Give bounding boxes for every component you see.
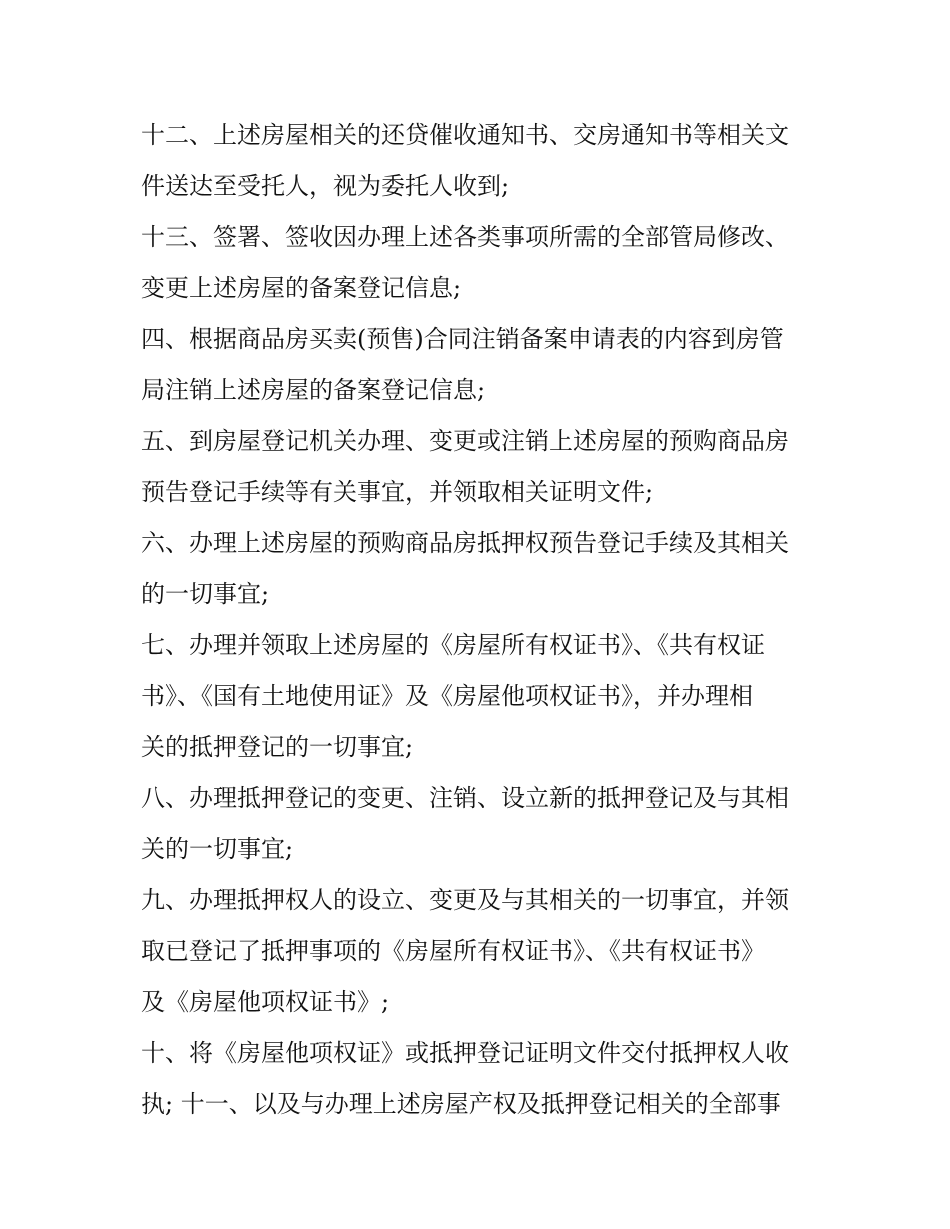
text-line: 变更上述房屋的备案登记信息; [141,274,462,302]
text-line: 十、将《房屋他项权证》或抵押登记证明文件交付抵押权人收 [141,1039,789,1067]
text-line: 关的一切事宜; [141,835,294,863]
text-line: 关的抵押登记的一切事宜; [141,733,414,761]
document-body [141,110,813,1130]
text-line: 执; 十一、以及与办理上述房屋产权及抵押登记相关的全部事 [141,1090,781,1118]
text-line: 四、根据商品房买卖(预售)合同注销备案申请表的内容到房管 [141,325,784,353]
text-line: 局注销上述房屋的备案登记信息; [141,376,486,404]
text-line: 书》、《国有土地使用证》及《房屋他项权证书》，并办理相 [141,682,753,710]
text-line: 六、办理上述房屋的预购商品房抵押权预告登记手续及其相关 [141,529,789,557]
text-line: 八、办理抵押登记的变更、注销、设立新的抵押登记及与其相 [141,784,789,812]
text-line: 预告登记手续等有关事宜，并领取相关证明文件; [141,478,654,506]
text-line: 及《房屋他项权证书》; [141,988,390,1016]
text-line: 的一切事宜; [141,580,270,608]
text-line: 五、到房屋登记机关办理、变更或注销上述房屋的预购商品房 [141,427,789,455]
text-line: 件送达至受托人，视为委托人收到; [141,172,510,200]
text-line: 九、办理抵押权人的设立、变更及与其相关的一切事宜，并领 [141,886,789,914]
text-line: 取已登记了抵押事项的《房屋所有权证书》、《共有权证书》 [141,937,765,965]
text-line: 十三、签署、签收因办理上述各类事项所需的全部管局修改、 [141,223,789,251]
text-line: 七、办理并领取上述房屋的《房屋所有权证书》、《共有权证 [141,631,765,659]
text-line: 十二、上述房屋相关的还贷催收通知书、交房通知书等相关文 [141,121,789,149]
